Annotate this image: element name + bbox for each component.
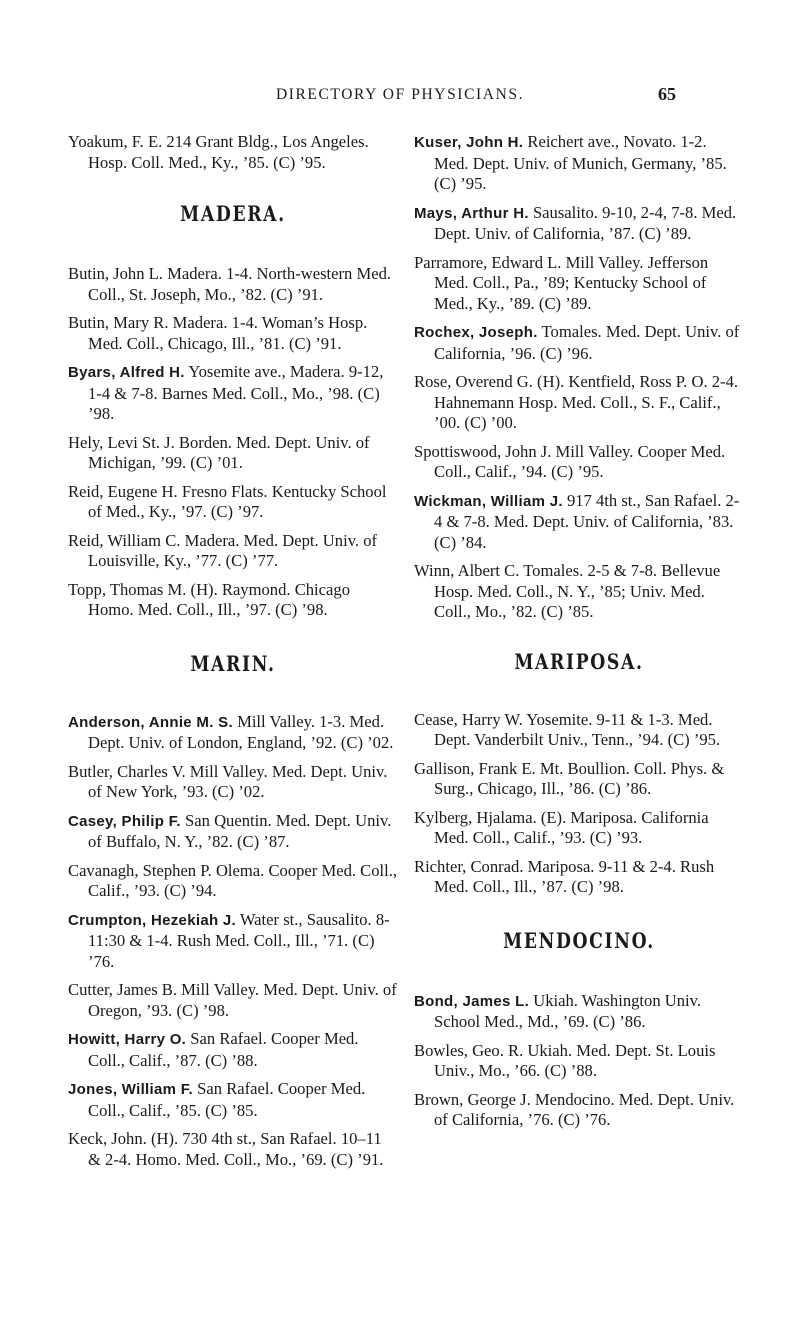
- entry-details: (H). 730 4th st., San Rafael. 10–11 & 2-4. Homo. Med. Coll., Mo., ’69. (C) ’91.: [88, 1129, 384, 1169]
- directory-entry: [414, 491, 744, 554]
- physician-name: Keck, John.: [68, 1129, 147, 1148]
- left-column: [68, 132, 398, 1178]
- directory-entry: [414, 561, 744, 623]
- directory-entry: [68, 980, 398, 1021]
- physician-name: Spottiswood, John J.: [414, 441, 552, 461]
- physician-name: Butler, Charles V.: [68, 761, 186, 781]
- entry-details: San Rafael. Cooper Med. Coll., Calif., ’85. (C) ’85.: [88, 1079, 366, 1120]
- physician-name: Bond, James L.: [414, 992, 530, 1010]
- physician-name: Cutter, James B.: [68, 980, 178, 999]
- physician-name: Kylberg, Hjalama.: [414, 807, 537, 827]
- physician-name: Winn, Albert C.: [414, 561, 520, 580]
- directory-entry: [68, 762, 398, 803]
- entry-details: Mill Valley. Med. Dept. Univ. of Oregon, ’93. (C) ’98.: [88, 980, 397, 1020]
- directory-entry: [414, 203, 744, 245]
- directory-entry: [68, 1129, 398, 1170]
- physician-name: Butin, Mary R.: [68, 313, 169, 332]
- directory-entry: [414, 710, 744, 751]
- directory-entry: [414, 322, 744, 364]
- directory-entry: [68, 362, 398, 425]
- directory-entry: [414, 1090, 744, 1131]
- physician-name: Reid, William C.: [68, 530, 181, 550]
- directory-entry: [414, 808, 744, 849]
- entry-details: Borden. Med. Dept. Univ. of Michigan, ’99. (C) ’01.: [88, 432, 370, 472]
- physician-name: Jones, William F.: [68, 1081, 193, 1098]
- physician-name: Anderson, Annie M. S.: [68, 713, 233, 731]
- directory-entry: [414, 132, 744, 195]
- directory-entry: [68, 1029, 398, 1071]
- directory-entry: [68, 433, 398, 474]
- entry-details: Madera. 1-4. North-western Med. Coll., St. Joseph, Mo., ’82. (C) ’91.: [88, 264, 392, 304]
- entry-details: Olema. Cooper Med. Coll., Calif., ’93. (C) ’94.: [88, 860, 398, 900]
- section-heading-marin: MARIN.: [190, 650, 276, 676]
- directory-entry: [414, 1041, 744, 1082]
- running-title: DIRECTORY OF PHYSICIANS.: [275, 86, 525, 103]
- right-column: [414, 132, 744, 1139]
- entry-details: Fresno Flats. Kentucky School of Med., Ky., ’97. (C) ’97.: [88, 481, 387, 521]
- physician-name: Richter, Conrad.: [414, 856, 524, 876]
- directory-entry: [68, 531, 398, 572]
- directory-entry: [68, 1079, 398, 1121]
- physician-name: Yoakum, F. E.: [68, 132, 163, 151]
- directory-entry: [414, 857, 744, 898]
- entry-details: Sausalito. 9-10, 2-4, 7-8. Med. Dept. Univ. of California, ’87. (C) ’89.: [434, 202, 737, 243]
- physician-name: Gallison, Frank E.: [414, 758, 536, 778]
- physician-name: Rose, Overend G.: [414, 372, 533, 391]
- physician-name: Reid, Eugene H.: [68, 481, 178, 501]
- entry-details: Ukiah. Med. Dept. St. Louis Univ., Mo., ’66. (C) ’88.: [434, 1040, 716, 1080]
- directory-entry: [68, 482, 398, 523]
- entry-details: 214 Grant Bldg., Los Angeles. Hosp. Coll. Med., Ky., ’85. (C) ’95.: [88, 132, 369, 172]
- entry-details: Water st., Sausalito. 8-11:30 & 1-4. Rush Med. Coll., Ill., ’71. (C) ’76.: [88, 909, 390, 971]
- section-heading-mariposa: MARIPOSA.: [514, 648, 644, 674]
- physician-name: Cease, Harry W.: [414, 709, 523, 729]
- entry-details: Mill Valley. Cooper Med. Coll., Calif., ’94. (C) ’95.: [434, 441, 726, 481]
- directory-entry: [68, 811, 398, 853]
- entry-details: Mendocino. Med. Dept. Univ. of California, ’76. (C) ’76.: [434, 1089, 735, 1129]
- physician-name: Cavanagh, Stephen P.: [68, 860, 212, 880]
- entry-details: Madera. Med. Dept. Univ. of Louisville, Ky., ’77. (C) ’77.: [88, 530, 378, 570]
- physician-name: Kuser, John H.: [414, 134, 524, 151]
- physician-name: Rochex, Joseph.: [414, 324, 538, 341]
- directory-entry: [414, 372, 744, 434]
- directory-entry: [68, 313, 398, 354]
- entry-details: Mariposa. 9-11 & 2-4. Rush Med. Coll., Ill., ’87. (C) ’98.: [434, 856, 715, 896]
- directory-entry: [68, 580, 398, 621]
- entry-details: Mill Valley. Jefferson Med. Coll., Pa., ’89; Kentucky School of Med., Ky., ’89. (C) ’89.: [434, 252, 709, 313]
- physician-name: Mays, Arthur H.: [414, 204, 529, 222]
- directory-entry: [68, 712, 398, 754]
- directory-entry: [414, 991, 744, 1033]
- physician-name: Topp, Thomas M.: [68, 579, 187, 599]
- entry-details: Madera. 1-4. Woman’s Hosp. Med. Coll., Chicago, Ill., ’81. (C) ’91.: [88, 313, 368, 353]
- directory-entry: [68, 132, 398, 173]
- physician-name: Hely, Levi St. J.: [68, 432, 175, 452]
- physician-name: Byars, Alfred H.: [68, 364, 185, 381]
- entry-details: San Rafael. Cooper Med. Coll., Calif., ’87. (C) ’88.: [88, 1029, 359, 1070]
- directory-entry: [414, 442, 744, 483]
- directory-entry: [414, 253, 744, 315]
- directory-entry: [68, 264, 398, 305]
- physician-name: Butin, John L.: [68, 264, 163, 283]
- entry-details: San Quentin. Med. Dept. Univ. of Buffalo, N. Y., ’82. (C) ’87.: [88, 810, 392, 851]
- section-heading-madera: MADERA.: [180, 201, 286, 226]
- entry-details: Yosemite ave., Madera. 9-12, 1-4 & 7-8. Barnes Med. Coll., Mo., ’98. (C) ’98.: [88, 362, 384, 423]
- physician-name: Bowles, Geo. R.: [414, 1040, 524, 1060]
- entry-details: Tomales. 2-5 & 7-8. Bellevue Hosp. Med. Coll., N. Y., ’85; Univ. Med. Coll., Mo., ’82. (C) ’85.: [434, 561, 721, 621]
- physician-name: Crumpton, Hezekiah J.: [68, 911, 236, 929]
- directory-entry: [68, 861, 398, 902]
- entry-details: Yosemite. 9-11 & 1-3. Med. Dept. Vanderbilt Univ., Tenn., ’94. (C) ’95.: [434, 709, 721, 749]
- entry-details: 917 4th st., San Rafael. 2-4 & 7-8. Med. Dept. Univ. of California, ’83. (C) ’84.: [434, 490, 740, 552]
- directory-entry: [68, 910, 398, 973]
- section-heading-mendocino: MENDOCINO.: [503, 927, 655, 953]
- entry-details: (H). Raymond. Chicago Homo. Med. Coll., Ill., ’97. (C) ’98.: [88, 579, 350, 619]
- physician-name: Parramore, Edward L.: [414, 252, 562, 272]
- physician-name: Wickman, William J.: [414, 492, 563, 510]
- entry-details: (H). Kentfield, Ross P. O. 2-4. Hahnemann Hosp. Med. Coll., S. F., Calif., ’00. (C) ’00.: [434, 372, 739, 432]
- directory-entry: [414, 759, 744, 800]
- entry-details: Mill Valley. 1-3. Med. Dept. Univ. of London, England, ’92. (C) ’02.: [88, 711, 394, 752]
- page-number: 65: [658, 84, 676, 104]
- entry-details: Mt. Boullion. Coll. Phys. & Surg., Chicago, Ill., ’86. (C) ’86.: [434, 758, 725, 798]
- entry-details: Tomales. Med. Dept. Univ. of California, ’96. (C) ’96.: [434, 322, 740, 363]
- physician-name: Brown, George J.: [414, 1089, 531, 1109]
- entry-details: Mill Valley. Med. Dept. Univ. of New York, ’93. (C) ’02.: [88, 761, 388, 801]
- entry-details: (E). Mariposa. California Med. Coll., Calif., ’93. (C) ’93.: [434, 807, 709, 847]
- running-header: [0, 86, 800, 106]
- entry-details: Ukiah. Washington Univ. School Med., Md., ’69. (C) ’86.: [434, 990, 702, 1031]
- entry-details: Reichert ave., Novato. 1-2. Med. Dept. Univ. of Munich, Germany, ’85. (C) ’95.: [434, 132, 727, 193]
- physician-name: Casey, Philip F.: [68, 812, 181, 830]
- physician-name: Howitt, Harry O.: [68, 1031, 187, 1048]
